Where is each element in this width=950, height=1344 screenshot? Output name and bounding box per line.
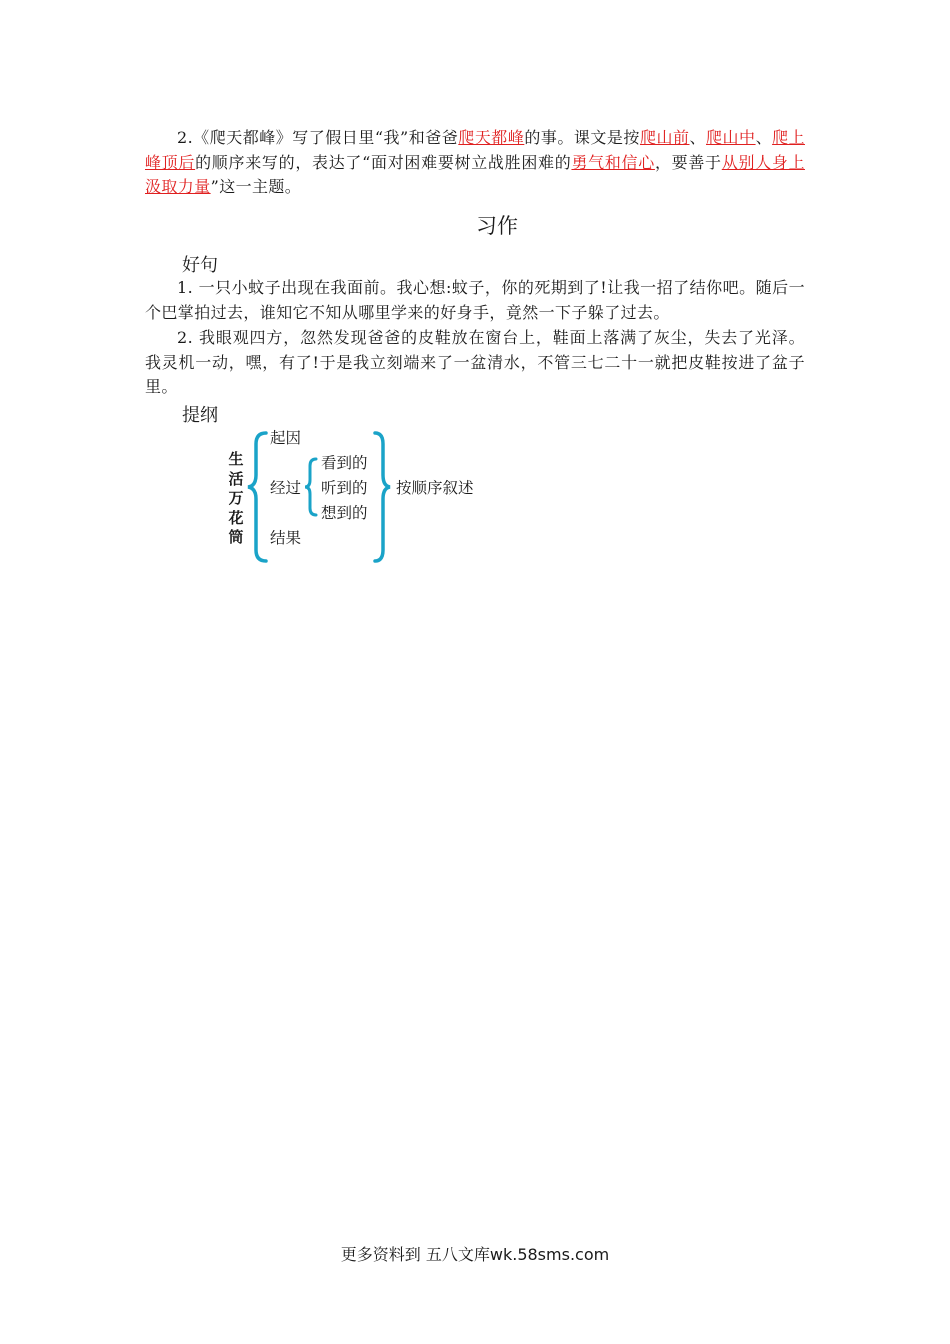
summary-text: ，要善于 xyxy=(654,152,722,172)
left-brace-large xyxy=(248,433,266,561)
answer-blank: 爬山中 xyxy=(706,128,756,147)
answer-blank: 从别人身上汲取力量 xyxy=(145,152,805,196)
answer-blank: 爬山前 xyxy=(639,128,690,147)
good-sentence-2: 2. 我眼观四方，忽然发现爸爸的皮鞋放在窗台上，鞋面上落满了灰尘，失去了光泽。我灵机一动，嘿，有了!于是我立刻端来了一盆清水，不管三七二十一就把皮鞋按进了盆子里。 xyxy=(145,328,805,396)
outline-sub-item: 想到的 xyxy=(321,504,368,522)
good-sentences-label: 好句 xyxy=(182,255,218,276)
answer-blank: 勇气和信心 xyxy=(571,152,655,172)
outline-label: 提纲 xyxy=(182,405,218,426)
good-sentence-1: 1. 一只小蚊子出现在我面前。我心想:蚊子，你的死期到了!让我一招了结你吧。随后一个巴掌拍过去，谁知它不知从哪里学来的好身手，竟然一下子躲了过去。 xyxy=(145,278,805,322)
left-brace-small xyxy=(305,459,316,515)
summary-text: ”这一主题。 xyxy=(210,177,302,196)
summary-text: 的顺序来写的，表达了“面对困难要树立战胜困难的 xyxy=(195,152,572,172)
section-title: 习作 xyxy=(476,214,518,238)
right-brace xyxy=(375,433,390,561)
footer-text: 更多资料到 五八文库wk.58sms.com xyxy=(340,1245,610,1264)
outline-sub-item: 看到的 xyxy=(321,454,368,472)
answer-blank: 爬上峰顶后 xyxy=(145,128,805,172)
outline-sub-item: 听到的 xyxy=(321,479,368,497)
summary-text: 的事。课文是按 xyxy=(524,128,640,147)
outline-topic: 生活万花筒 xyxy=(228,450,244,546)
outline-process: 经过 xyxy=(270,479,302,497)
outline-note: 按顺序叙述 xyxy=(396,479,474,497)
summary-text: 、 xyxy=(689,128,707,147)
outline-braces xyxy=(0,0,950,600)
answer-blank: 爬天都峰 xyxy=(458,128,525,147)
outline-cause: 起因 xyxy=(270,429,302,447)
summary-text: 2.《爬天都峰》写了假日里“我”和爸爸 xyxy=(177,128,459,147)
outline-result: 结果 xyxy=(270,529,302,547)
summary-text: 、 xyxy=(755,128,773,147)
